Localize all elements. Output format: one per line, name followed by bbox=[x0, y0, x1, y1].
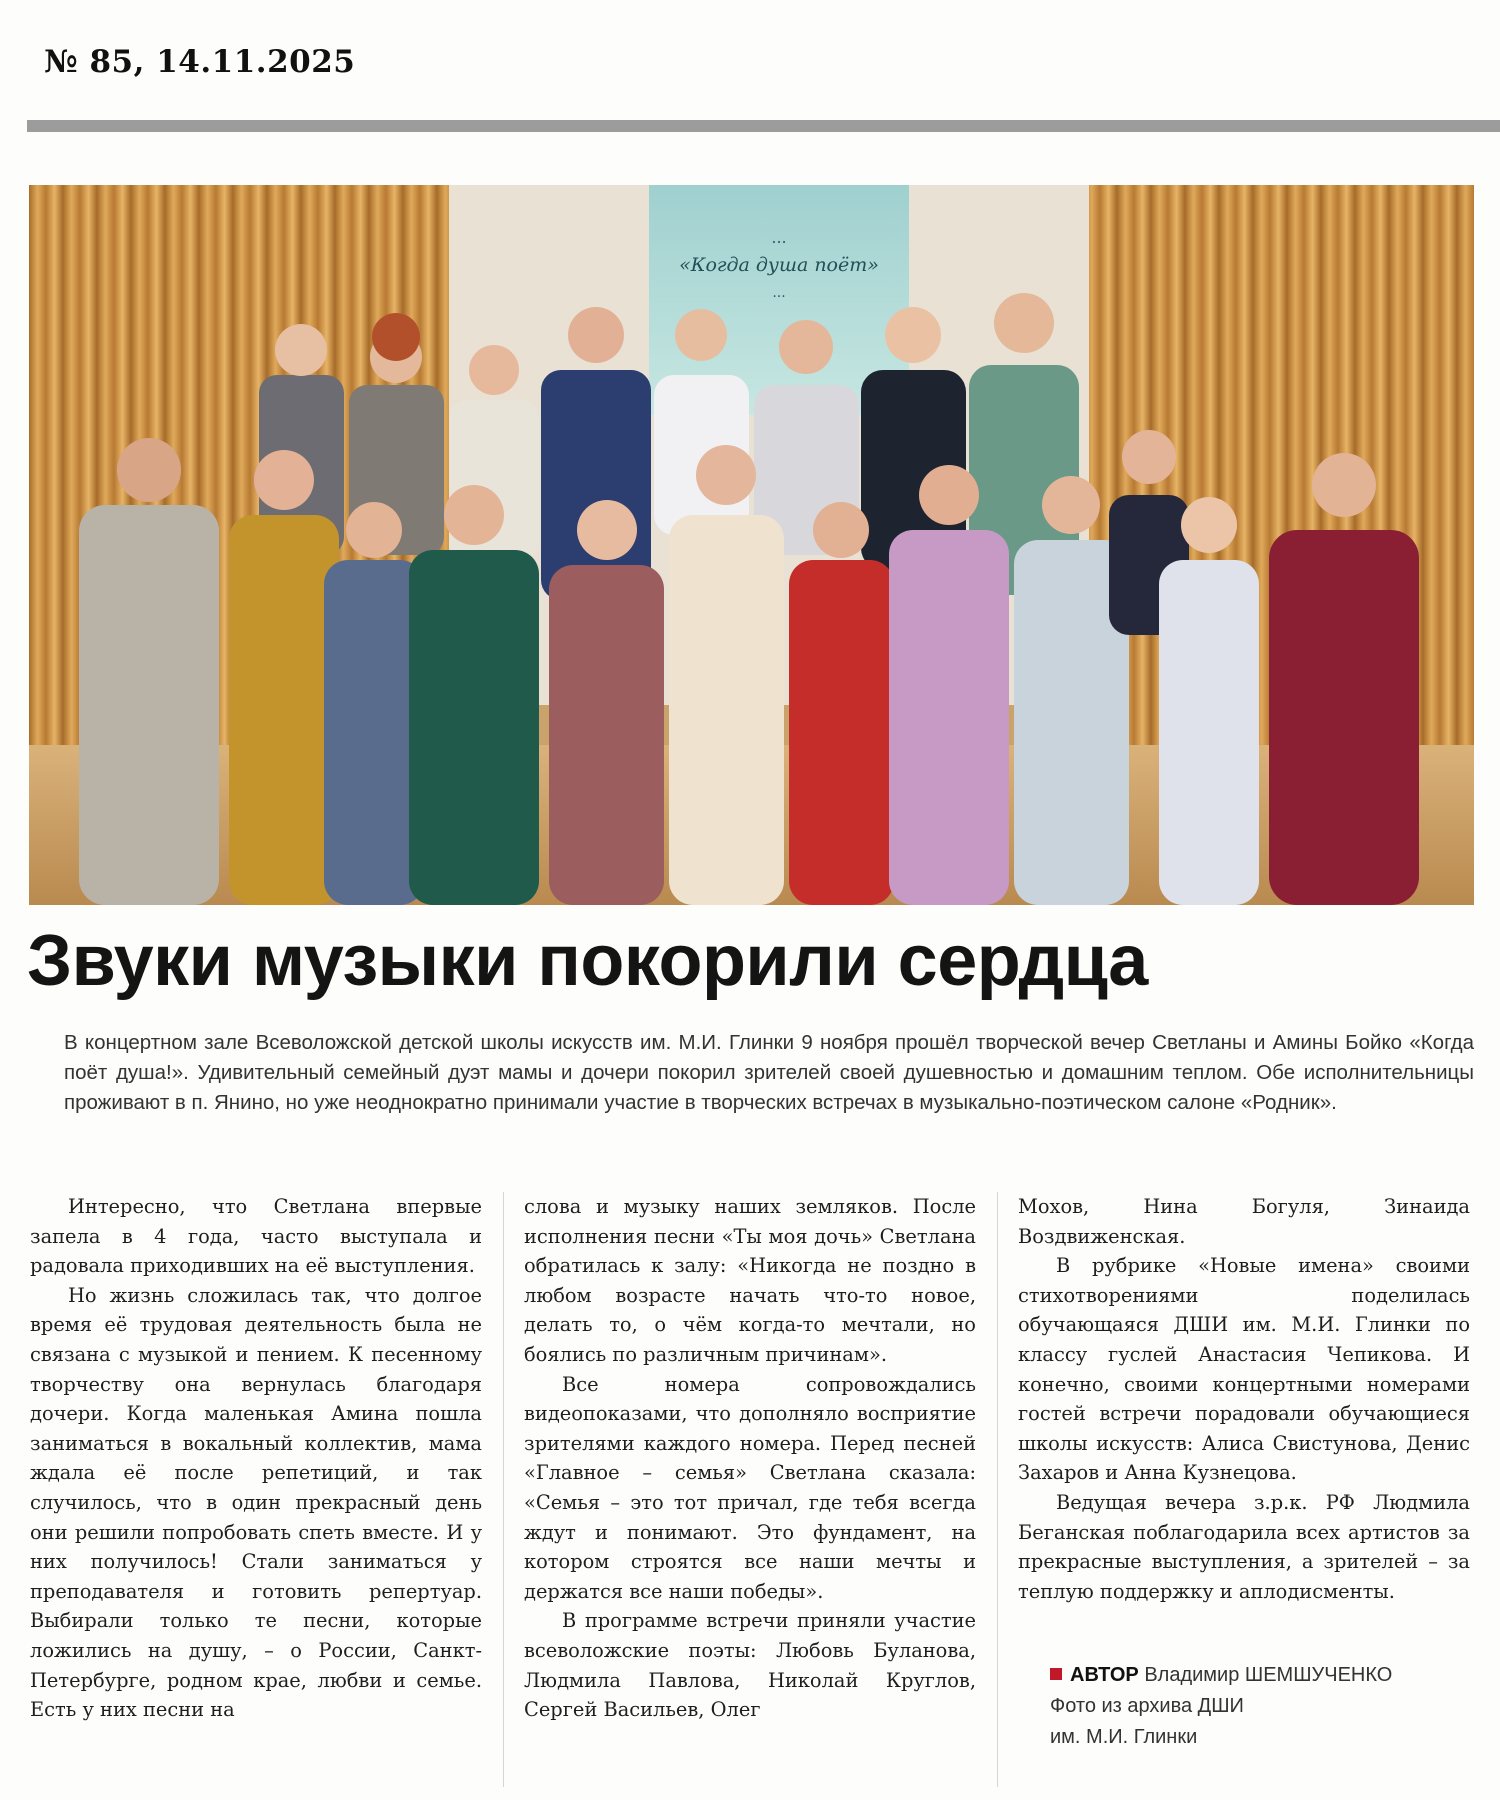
lead-paragraph: В концертном зале Всеволожской детской школы искусств им. М.И. Глинки 9 ноября прошёл творческой вечер Светланы и Амины Бойко «Когда поёт душа!». Удивительный семейный дуэт мамы и дочери покорил зрителей своей душевностью и домашним теплом. Обе исполнительницы проживают в п. Янино, но уже неоднократно принимали участие в творческих встречах в музыкально-поэтическом салоне «Родник». bbox=[64, 1031, 1474, 1114]
paragraph: слова и музыку наших земляков. После исполнения песни «Ты моя дочь» Светлана обратилась к залу: «Никогда не поздно в любом возрасте начать что-то новое, делать то, о чём когда-то мечтали, но боялись по различным причинам». bbox=[524, 1195, 976, 1366]
top-rule bbox=[27, 120, 1500, 132]
screen-text-2: «Когда душа поёт» bbox=[679, 254, 879, 276]
author-credit bbox=[1050, 1660, 1490, 1753]
paragraph: Все номера сопровождались видеопоказами, что дополняло восприятие зрителями каждого номера. Перед песней «Главное – семья» Светлана сказала: «Семья – это тот причал, где тебя всегда ждут и понимают. Это фундамент, на котором строятся все наши мечты и держатся все наши победы». bbox=[524, 1372, 976, 1603]
paragraph: В программе встречи приняли участие всеволожские поэты: Любовь Буланова, Людмила Павлова, Николай Круглов, Сергей Васильев, Олег bbox=[524, 1609, 976, 1722]
group-photo bbox=[29, 185, 1474, 905]
column-1 bbox=[30, 1192, 482, 1725]
column-3 bbox=[1018, 1192, 1470, 1606]
photo-credit: Фото из архива ДШИ bbox=[1050, 1695, 1244, 1717]
paragraph: Мохов, Нина Богуля, Зинаида Воздвиженская. bbox=[1018, 1195, 1470, 1248]
paragraph: Ведущая вечера з.р.к. РФ Людмила Беганская поблагодарила всех артистов за прекрасные выступления, а зрителей – за теплую поддержку и аплодисменты. bbox=[1018, 1490, 1470, 1603]
screen-text-3: ... bbox=[772, 285, 786, 301]
square-bullet-icon bbox=[1050, 1668, 1062, 1680]
column-divider bbox=[997, 1192, 998, 1787]
paragraph: В рубрике «Новые имена» своими стихотворениями поделилась обучающаяся ДШИ им. М.И. Глинки по классу гуслей Анастасия Чепикова. И конечно, своими концертными номерами гостей встречи порадовали обучающиеся школы искусств: Алиса Свистунова, Денис Захаров и Анна Кузнецова. bbox=[1018, 1254, 1470, 1485]
headline: Звуки музыки покорили сердца bbox=[27, 921, 1148, 1001]
photo-credit-source: им. М.И. Глинки bbox=[1050, 1726, 1198, 1748]
author-name: Владимир ШЕМШУЧЕНКО bbox=[1144, 1664, 1393, 1686]
paragraph: Но жизнь сложилась так, что долгое время её трудовая деятельность была не связана с музыкой и пением. К песенному творчеству она вернулась благодаря дочери. Когда маленькая Амина пошла заниматься в вокальный коллектив, мама ждала её после репетиций, и так случилось, что в один прекрасный день они решили попробовать спеть вместе. И у них получилось! Стали заниматься у преподавателя и готовить репертуар. Выбирали только те песни, которые ложились на душу, – о России, Санкт-Петербурге, родном крае, любви и семье. Есть у них песни на bbox=[30, 1283, 482, 1722]
column-2 bbox=[524, 1192, 976, 1725]
screen-text-1: ... bbox=[771, 228, 787, 247]
author-label: АВТОР bbox=[1070, 1664, 1139, 1686]
column-divider bbox=[503, 1192, 504, 1787]
paragraph: Интересно, что Светлана впервые запела в 4 года, часто выступала и радовала приходивших на её выступления. bbox=[30, 1195, 482, 1278]
issue-number: № 85, 14.11.2025 bbox=[44, 44, 356, 80]
